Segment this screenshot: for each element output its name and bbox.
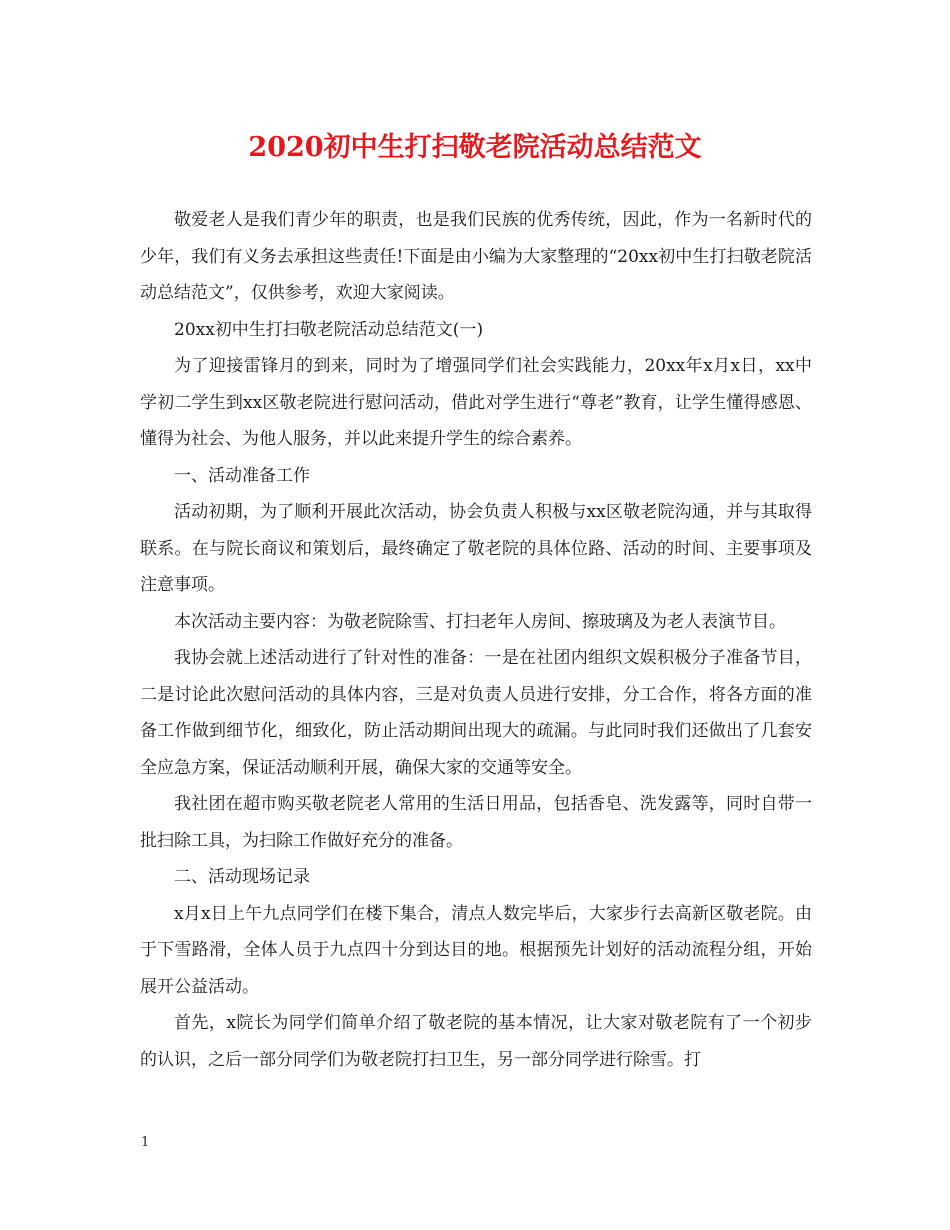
body-paragraph: 我协会就上述活动进行了针对性的准备：一是在社团内组织文娱积极分子准备节目，二是讨论此次慰问活动的具体内容，三是对负责人员进行安排，分工合作，将各方面的准备工作做到细节化，细致化，防止活动期间出现大的疏漏。与此同时我们还做出了几套安全应急方案，保证活动顺利开展，确保大家的交通等安全。 bbox=[140, 648, 812, 778]
section-heading: 一、活动准备工作 bbox=[174, 465, 310, 486]
document-body bbox=[140, 202, 812, 1078]
body-paragraph: 为了迎接雷锋月的到来，同时为了增强同学们社会实践能力，20xx年x月x日，xx中学初二学生到xx区敬老院进行慰问活动，借此对学生进行“尊老”教育，让学生懂得感恩、懂得为社会、为他人服务，并以此来提升学生的综合素养。 bbox=[140, 356, 812, 449]
body-paragraph: 我社团在超市购买敬老院老人常用的生活日用品，包括香皂、洗发露等，同时自带一批扫除工具，为扫除工作做好充分的准备。 bbox=[140, 794, 812, 851]
section-subtitle: 20xx初中生打扫敬老院活动总结范文(一) bbox=[174, 319, 484, 340]
page-number: 1 bbox=[141, 1135, 150, 1150]
section-heading: 二、活动现场记录 bbox=[174, 867, 310, 887]
document-title: 2020初中生打扫敬老院活动总结范文 bbox=[248, 132, 702, 163]
body-paragraph: x月x日上午九点同学们在楼下集合，清点人数完毕后，大家步行去高新区敬老院。由于下雪路滑，全体人员于九点四十分到达目的地。根据预先计划好的活动流程分组，开始展开公益活动。 bbox=[140, 903, 812, 997]
body-paragraph: 首先，x院长为同学们简单介绍了敬老院的基本情况，让大家对敬老院有了一个初步的认识，之后一部分同学们为敬老院打扫卫生，另一部分同学进行除雪。打 bbox=[140, 1013, 812, 1070]
intro-paragraph: 敬爱老人是我们青少年的职责，也是我们民族的优秀传统，因此，作为一名新时代的少年，我们有义务去承担这些责任!下面是由小编为大家整理的“20xx初中生打扫敬老院活动总结范文”，仅供参考，欢迎大家阅读。 bbox=[140, 210, 812, 303]
body-paragraph: 活动初期，为了顺利开展此次活动，协会负责人积极与xx区敬老院沟通，并与其取得联系。在与院长商议和策划后，最终确定了敬老院的具体位路、活动的时间、主要事项及注意事项。 bbox=[140, 502, 812, 595]
body-paragraph: 本次活动主要内容：为敬老院除雪、打扫老年人房间、擦玻璃及为老人表演节目。 bbox=[174, 611, 786, 632]
